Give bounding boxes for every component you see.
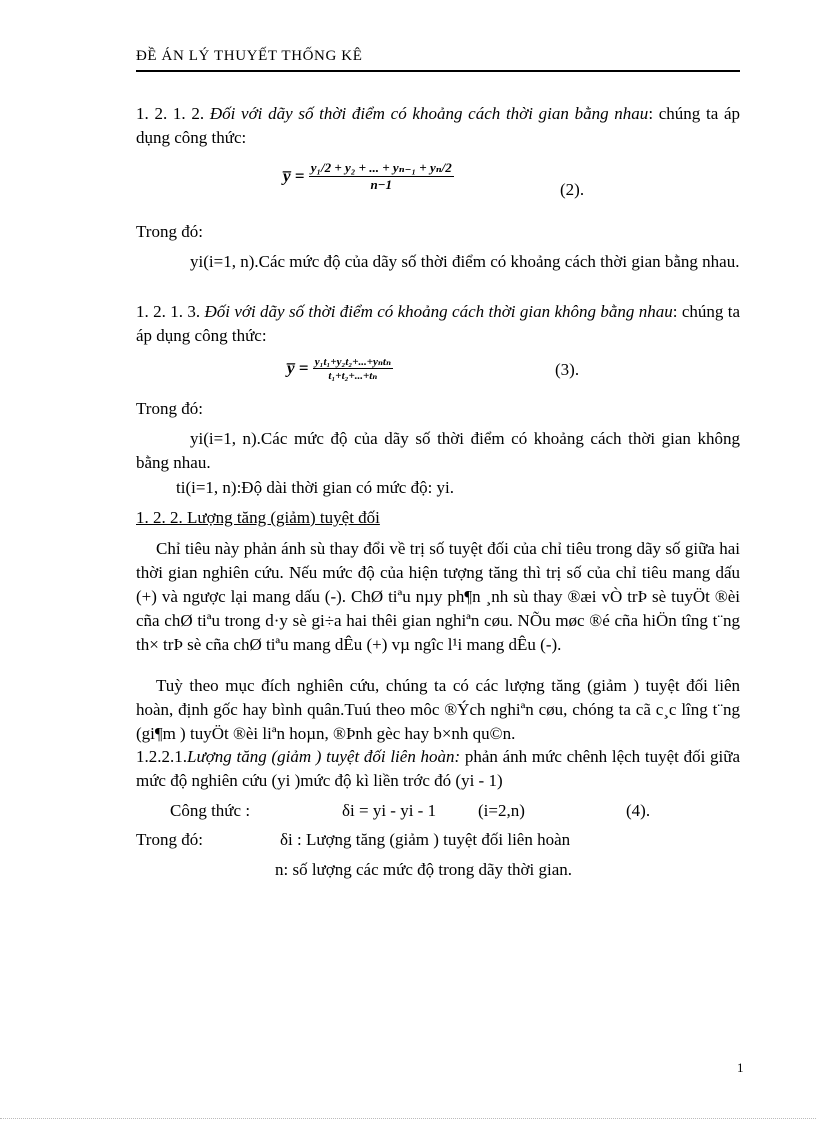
formula-label: Công thức : xyxy=(170,801,251,820)
page-header: ĐỀ ÁN LÝ THUYẾT THỐNG KÊ xyxy=(136,48,363,64)
section-number: 1. 2. 1. 3. xyxy=(136,302,201,321)
section-title: Lượng tăng (giảm ) tuyệt đối liên hoàn: xyxy=(187,747,461,766)
definition-delta: δi : Lượng tăng (giảm ) tuyệt đối liên hoàn xyxy=(280,830,571,849)
equation-2 xyxy=(283,160,454,193)
eq3-lhs: y̅ = xyxy=(287,358,309,378)
section-text: : chúng ta áp dụng công thức: xyxy=(136,104,741,147)
definition-n: n: số lượng các mức độ trong dãy thời gian. xyxy=(275,860,573,879)
definition-yi-equal: yi(i=1, n).Các mức độ của dãy số thời điểm có khoảng cách thời gian bằng nhau. xyxy=(190,252,740,271)
section-number: 1.2.2.1. xyxy=(136,747,187,766)
eq2-denominator: n−1 xyxy=(370,177,393,192)
equation-4: δi = yi - yi - 1 xyxy=(342,801,437,820)
section-text: phản ánh mức chênh lệch tuyệt đối giữa mức độ nghiên cứu (yi )mức độ kì liền trớc đó (yi - 1) xyxy=(136,747,740,790)
section-1-2-2-title: 1. 2. 2. Lượng tăng (giảm) tuyệt đối xyxy=(136,508,380,527)
eq3-denominator: t₁+t₂+...+tₙ xyxy=(328,370,378,382)
equation-3 xyxy=(287,355,393,382)
eq3-numerator: y₁t₁+y₂t₂+...+yₙtₙ xyxy=(314,356,392,368)
eq2-numerator: y₁/2 + y₂ + ... + yₙ₋₁ + yₙ/2 xyxy=(310,160,452,175)
eq3-fraction xyxy=(313,355,393,382)
eq4-condition: (i=2,n) xyxy=(478,801,525,820)
paragraph-absolute-change: Chỉ tiêu này phản ánh sù thay đổi về trị số tuyệt đối của chỉ tiêu trong dãy số giữa hai thời gian nghiên cứu. Nếu mức độ của hiện tượng tăng thì trị số của chỉ tiêu mang dấu (+) và ngược lại mang dấu (-). ChØ tiªu nµy ph¶n ¸nh sù thay ®æi vÒ trÞ sè tuyÖt ®èi cña chØ tiªu trong d·y sè gi÷a hai thêi gian nghiªn cøu. NÕu møc ®é cña hiÖn tîng t¨ng th× trÞ sè cña chØ tiªu mang dÊu (+) vµ ngîc l¹i mang dÊu (-). xyxy=(136,539,740,654)
section-title: Đối với dãy số thời điểm có khoảng cách thời gian không bằng nhau xyxy=(204,302,673,321)
section-1-2-1-3 xyxy=(136,300,740,348)
header-rule xyxy=(136,70,740,72)
page-number: 1 xyxy=(737,1060,744,1075)
where-label-2: Trong đó: xyxy=(136,399,203,418)
eq3-label: (3). xyxy=(555,360,580,379)
eq2-lhs: y̅ = xyxy=(283,166,305,186)
eq2-label: (2). xyxy=(560,180,585,199)
section-title: Đối với dãy số thời điểm có khoảng cách thời gian bằng nhau xyxy=(209,104,649,123)
where-label-1: Trong đó: xyxy=(136,222,203,241)
eq4-label: (4). xyxy=(626,801,651,820)
section-text: : chúng ta áp dụng công thức: xyxy=(136,302,740,345)
definition-yi-unequal: yi(i=1, n).Các mức độ của dãy số thời điểm có khoảng cách thời gian không bằng nhau. xyxy=(136,429,740,472)
where-label-3: Trong đó: xyxy=(136,830,203,849)
definition-ti: ti(i=1, n):Độ dài thời gian có mức độ: yi. xyxy=(176,478,455,497)
bottom-border xyxy=(0,1118,816,1119)
paragraph-types: Tuỳ theo mục đích nghiên cứu, chúng ta có các lượng tăng (giảm ) tuyệt đối liên hoàn, định gốc hay bình quân.Tuú theo môc ®Ých nghiªn cøu, chóng ta cã c¸c lîng t¨ng (gi¶m ) tuyÖt ®èi liªn hoµn, ®Þnh gèc hay b×nh qu©n. xyxy=(136,676,740,743)
section-1-2-1-2 xyxy=(136,102,740,150)
section-number: 1. 2. 1. 2. xyxy=(136,104,205,123)
eq2-fraction xyxy=(309,160,454,193)
section-1-2-2-1 xyxy=(136,745,740,793)
